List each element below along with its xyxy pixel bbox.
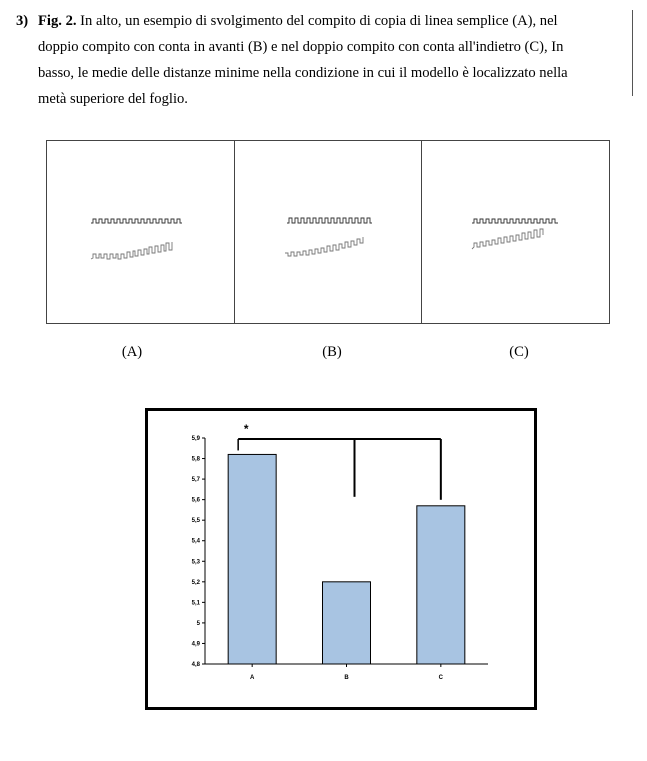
bar-chart-frame bbox=[145, 408, 537, 710]
figure-caption bbox=[16, 8, 634, 112]
caption-line-4: metà superiore del foglio. bbox=[38, 91, 188, 107]
y-tick-label: 5,6 bbox=[191, 497, 200, 504]
y-tick-label: 5,8 bbox=[191, 456, 200, 463]
y-tick-label: 5,4 bbox=[191, 538, 200, 545]
y-tick-label: 5,9 bbox=[191, 436, 200, 442]
y-tick-label: 4,8 bbox=[191, 662, 200, 668]
category-label: C bbox=[438, 675, 444, 681]
y-tick-label: 5 bbox=[196, 620, 200, 627]
bar-a bbox=[228, 454, 276, 664]
panel-c-drawing bbox=[422, 141, 609, 323]
caption-number: 3) bbox=[16, 13, 29, 29]
bar-chart bbox=[148, 411, 534, 707]
page-edge-line bbox=[632, 10, 633, 96]
bar-c bbox=[417, 506, 465, 664]
panel-label-c: (C) bbox=[509, 344, 529, 360]
significance-marker: * bbox=[243, 422, 249, 436]
category-label: B bbox=[344, 675, 349, 681]
bar-b bbox=[323, 582, 371, 664]
figure-label: Fig. 2. bbox=[38, 13, 77, 29]
caption-line-2: doppio compito con conta in avanti (B) e nel doppio compito con conta all'indietro (C), In bbox=[38, 39, 564, 55]
y-tick-label: 5,7 bbox=[191, 477, 200, 484]
panel-label-a: (A) bbox=[121, 344, 143, 360]
category-label: A bbox=[249, 675, 255, 681]
y-tick-label: 5,2 bbox=[191, 579, 200, 586]
y-tick-label: 5,5 bbox=[191, 518, 200, 525]
caption-line-3: basso, le medie delle distanze minime nella condizione in cui il modello è localizzato nella bbox=[38, 65, 568, 81]
drawing-panels bbox=[46, 140, 610, 324]
panel-c bbox=[421, 141, 609, 323]
caption-line-1: In alto, un esempio di svolgimento del compito di copia di linea semplice (A), nel bbox=[80, 13, 558, 29]
y-tick-label: 4,9 bbox=[191, 641, 200, 648]
y-tick-label: 5,3 bbox=[191, 559, 200, 566]
panel-label-b: (B) bbox=[322, 344, 342, 360]
panel-b bbox=[234, 141, 422, 323]
panel-b-drawing bbox=[235, 141, 422, 323]
panel-a bbox=[47, 141, 234, 323]
panel-a-drawing bbox=[47, 141, 234, 323]
y-tick-label: 5,1 bbox=[191, 600, 200, 607]
